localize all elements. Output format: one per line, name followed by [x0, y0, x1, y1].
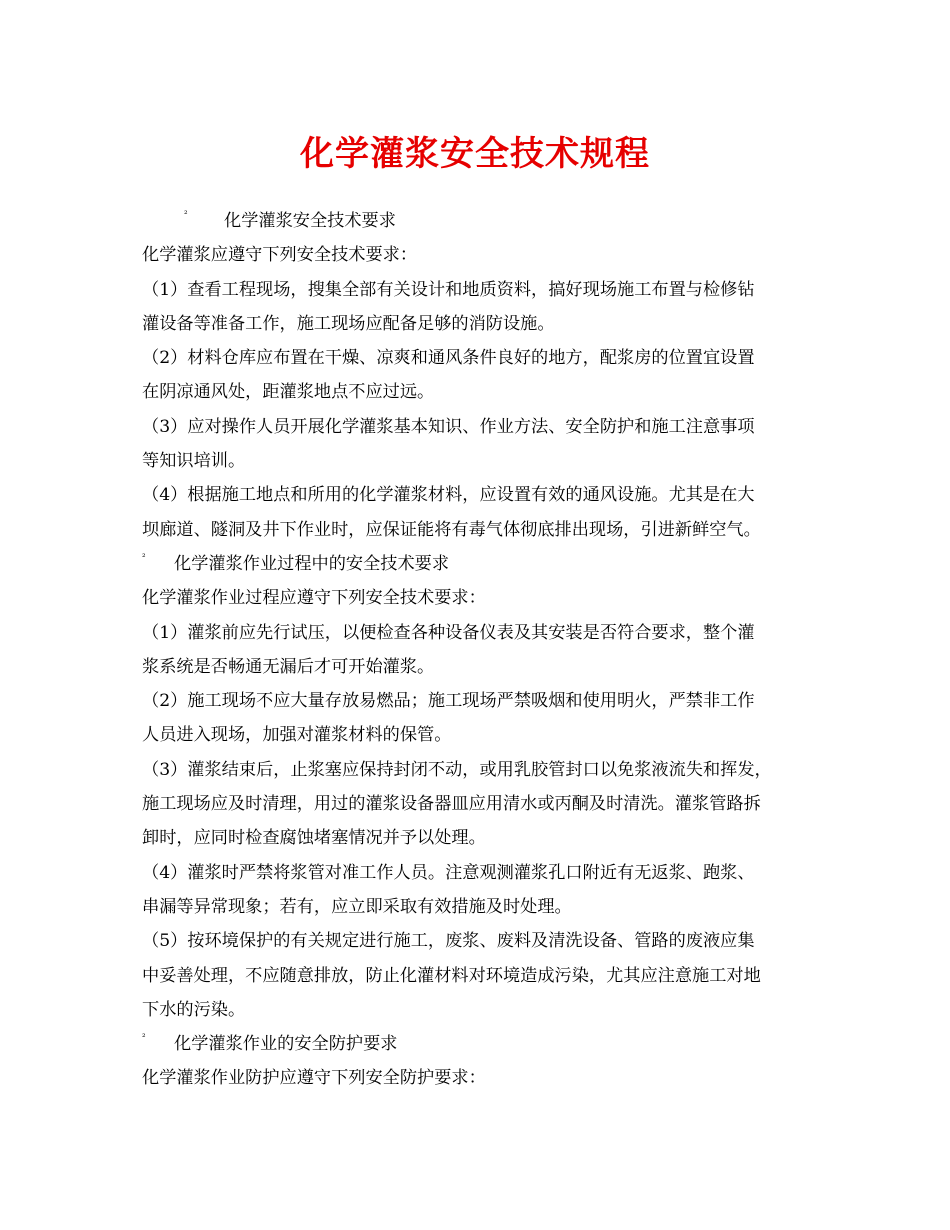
paragraph-line: 浆系统是否畅通无漏后才可开始灌浆。 [142, 656, 435, 677]
bullet-icon: ² [142, 552, 146, 563]
bullet-icon: ² [142, 1033, 146, 1044]
section-heading [142, 204, 832, 238]
paragraph-line: 施工现场应及时清理，用过的灌浆设备器皿应用清水或丙酮及时清洗。灌浆管路拆 [142, 794, 761, 815]
section-heading-text: 化学灌浆作业过程中的安全技术要求 [174, 553, 450, 574]
paragraph-line: 串漏等异常现象；若有，应立即采取有效措施及时处理。 [142, 896, 572, 917]
section-heading-text: 化学灌浆作业的安全防护要求 [174, 1034, 398, 1055]
paragraph-line: 卸时，应同时检查腐蚀堵塞情况并予以处理。 [142, 828, 486, 849]
document-body [142, 204, 832, 1096]
paragraph-line: 人员进入现场，加强对灌浆材料的保管。 [142, 725, 452, 746]
section-heading-text: 化学灌浆安全技术要求 [224, 211, 396, 231]
paragraph-line: （1）查看工程现场，搜集全部有关设计和地质资料，搞好现场施工布置与检修钻 [142, 279, 755, 300]
section-intro: 化学灌浆作业防护应遵守下列安全防护要求： [142, 1068, 486, 1089]
paragraph-line: 等知识培训。 [142, 451, 246, 472]
paragraph-line: （3）灌浆结束后，止浆塞应保持封闭不动，或用乳胶管封口以免浆液流失和挥发， [142, 759, 772, 780]
page-title: 化学灌浆安全技术规程 [300, 134, 650, 174]
paragraph-line: （5）按环境保护的有关规定进行施工，废浆、废料及清洗设备、管路的废液应集 [142, 931, 755, 952]
bullet-icon: ² [184, 210, 188, 220]
paragraph-line: （2）材料仓库应布置在干燥、凉爽和通风条件良好的地方，配浆房的位置宜设置 [142, 348, 755, 369]
section-intro: 化学灌浆作业过程应遵守下列安全技术要求： [142, 588, 486, 609]
paragraph-line: （3）应对操作人员开展化学灌浆基本知识、作业方法、安全防护和施工注意事项 [142, 416, 755, 437]
section-heading [142, 547, 832, 581]
paragraph-line: （2）施工现场不应大量存放易燃品；施工现场严禁吸烟和使用明火，严禁非工作 [142, 691, 755, 712]
paragraph-line: 在阴凉通风处，距灌浆地点不应过远。 [142, 382, 435, 403]
section-intro: 化学灌浆应遵守下列安全技术要求： [142, 245, 418, 266]
paragraph-line: 下水的污染。 [142, 999, 246, 1020]
paragraph-line: 坝廊道、隧洞及井下作业时，应保证能将有毒气体彻底排出现场，引进新鲜空气。 [142, 519, 761, 540]
paragraph-line: 灌设备等准备工作，施工现场应配备足够的消防设施。 [142, 313, 555, 334]
section-heading [142, 1027, 832, 1061]
paragraph-line: （1）灌浆前应先行试压，以便检查各种设备仪表及其安装是否符合要求，整个灌 [142, 622, 755, 643]
paragraph-line: 中妥善处理，不应随意排放，防止化灌材料对环境造成污染，尤其应注意施工对地 [142, 965, 761, 986]
paragraph-line: （4）灌浆时严禁将浆管对准工作人员。注意观测灌浆孔口附近有无返浆、跑浆、 [142, 862, 755, 883]
paragraph-line: （4）根据施工地点和所用的化学灌浆材料，应设置有效的通风设施。尤其是在大 [142, 485, 755, 506]
